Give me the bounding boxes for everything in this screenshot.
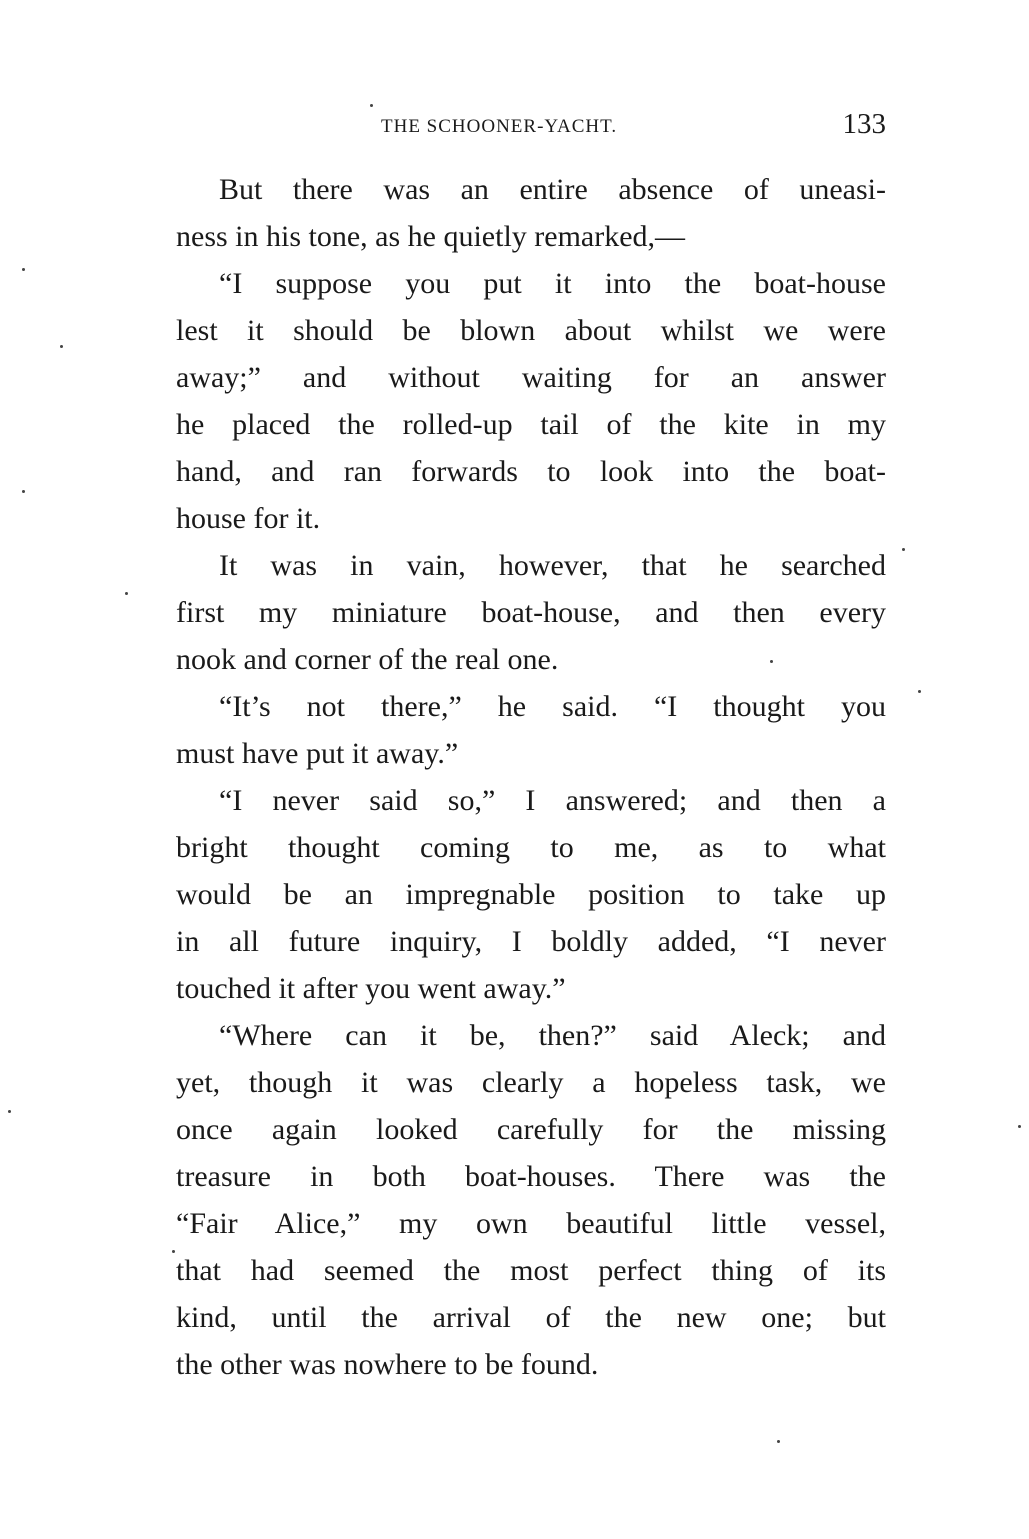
scan-speck [22, 490, 25, 493]
text-line: It was in vain, however, that he searched [219, 549, 886, 582]
scan-speck [172, 1250, 175, 1253]
text-line: in all future inquiry, I boldly added, “I never [176, 925, 886, 958]
text-line: must have put it away.” [176, 737, 459, 770]
scan-speck [125, 592, 128, 595]
text-line: kind, until the arrival of the new one; but [176, 1301, 886, 1334]
running-title: THE SCHOONER-YACHT. [381, 116, 618, 137]
scan-speck [1018, 1125, 1021, 1128]
page-number: 133 [842, 108, 886, 140]
scan-speck [918, 690, 921, 693]
scan-speck [770, 660, 773, 663]
text-line: ness in his tone, as he quietly remarked,— [176, 220, 686, 253]
page-header [176, 108, 886, 148]
text-line: “I never said so,” I answered; and then a [219, 784, 886, 817]
text-line: he placed the rolled-up tail of the kite in my [176, 408, 886, 441]
text-line: would be an impregnable position to take up [176, 878, 886, 911]
scan-speck [22, 268, 25, 271]
text-line: “I suppose you put it into the boat-house [219, 267, 886, 300]
text-line: “It’s not there,” he said. “I thought you [219, 690, 886, 723]
text-line: “Where can it be, then?” said Aleck; and [219, 1019, 886, 1052]
text-line: the other was nowhere to be found. [176, 1348, 599, 1381]
scan-speck [60, 345, 63, 348]
text-line: yet, though it was clearly a hopeless task, we [176, 1066, 886, 1099]
scan-speck [777, 1440, 780, 1443]
text-line: touched it after you went away.” [176, 972, 566, 1005]
text-line: away;” and without waiting for an answer [176, 361, 886, 394]
text-line: that had seemed the most perfect thing of its [176, 1254, 886, 1287]
text-line: first my miniature boat-house, and then every [176, 596, 886, 629]
text-line: hand, and ran forwards to look into the boat- [176, 455, 886, 488]
scan-speck [8, 1110, 11, 1113]
text-line: house for it. [176, 502, 321, 535]
body-text [176, 166, 886, 1388]
text-line: nook and corner of the real one. [176, 643, 559, 676]
text-line: “Fair Alice,” my own beautiful little vessel, [176, 1207, 886, 1240]
scan-speck [370, 104, 373, 107]
text-line: once again looked carefully for the missing [176, 1113, 886, 1146]
text-line: lest it should be blown about whilst we were [176, 314, 886, 347]
scan-speck [902, 548, 905, 551]
text-line: treasure in both boat-houses. There was the [176, 1160, 886, 1193]
text-line: But there was an entire absence of uneasi- [219, 173, 886, 206]
text-line: bright thought coming to me, as to what [176, 831, 886, 864]
